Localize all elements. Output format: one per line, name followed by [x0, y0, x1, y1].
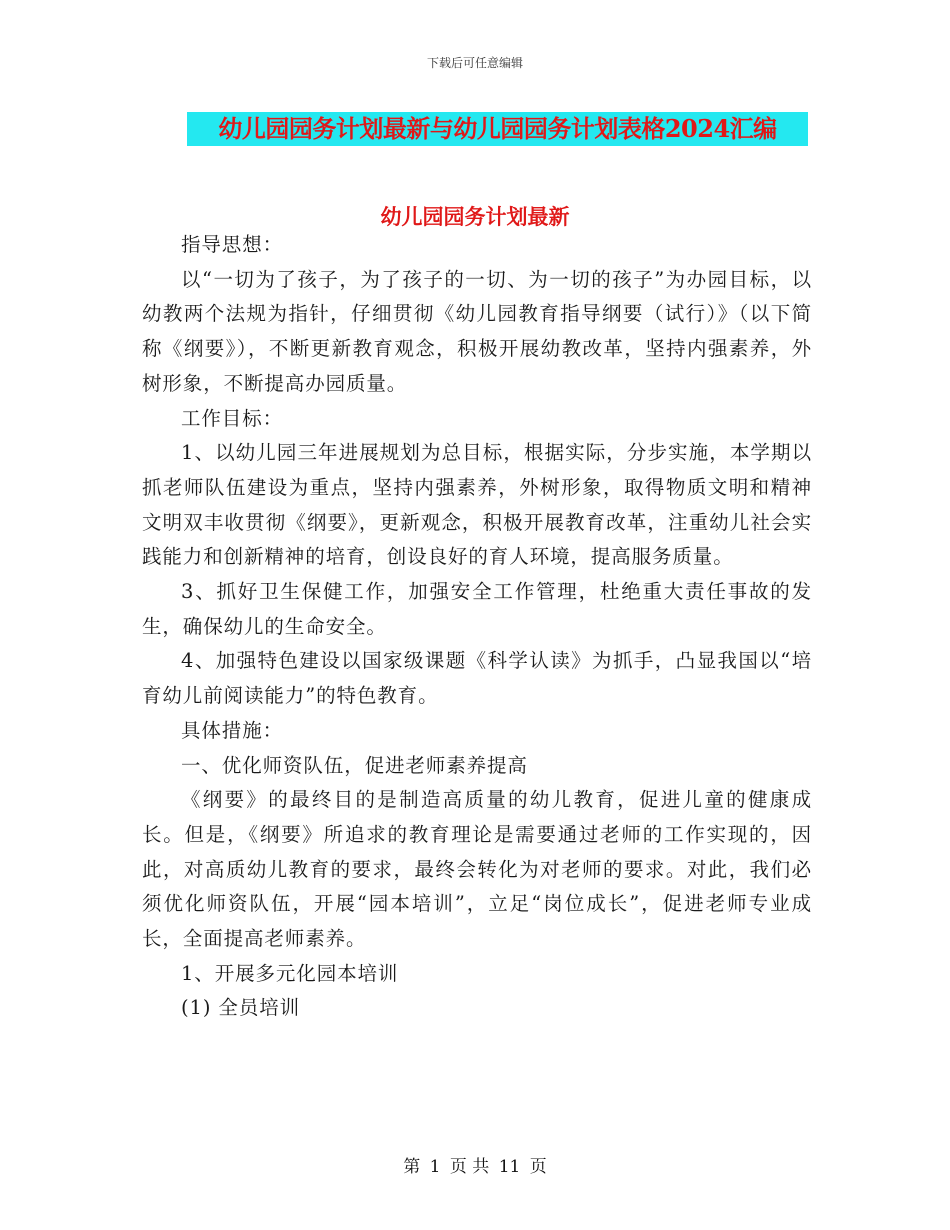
paragraph: 1、开展多元化园本培训 — [181, 961, 399, 985]
document-body — [142, 228, 812, 1026]
section-title: 幼儿园园务计划最新 — [380, 204, 570, 229]
paragraph: 一、优化师资队伍，促进老师素养提高 — [181, 753, 528, 777]
paragraph: 以“一切为了孩子，为了孩子的一切、为一切的孩子”为办园目标，以幼教两个法规为指针，仔细贯彻《幼儿园教育指导纲要（试行）》（以下简称《纲要》），不断更新教育观念，积极开展幼教改革，坚持内强素养，外树形象，不断提高办园质量。 — [142, 267, 812, 395]
paragraph: 指导思想： — [181, 233, 284, 256]
paragraph: 1、以幼儿园三年进展规划为总目标，根据实际，分步实施，本学期以抓老师队伍建设为重点，坚持内强素养，外树形象，取得物质文明和精神文明双丰收贯彻《纲要》，更新观念，积极开展教育改革，注重幼儿社会实践能力和创新精神的培育，创设良好的育人环境，提高服务质量。 — [142, 441, 812, 569]
paragraph: 4、加强特色建设以国家级课题《科学认读》为抓手，凸显我国以“培育幼儿前阅读能力”的特色教育。 — [142, 649, 812, 708]
paragraph: 工作目标： — [181, 406, 284, 430]
paragraph: 3、抓好卫生保健工作，加强安全工作管理，杜绝重大责任事故的发生，确保幼儿的生命安全。 — [142, 580, 812, 638]
footer-middle: 页 共 — [449, 1157, 490, 1177]
page-footer — [0, 1152, 950, 1177]
footer-prefix: 第 — [403, 1157, 421, 1177]
paragraph: 具体措施： — [181, 718, 284, 742]
document-title: 幼儿园园务计划最新与幼儿园园务计划表格2024汇编 — [187, 112, 808, 146]
paragraph: 《纲要》的最终目的是制造高质量的幼儿教育，促进儿童的健康成长。但是，《纲要》所追求的教育理论是需要通过老师的工作实现的，因此，对高质幼儿教育的要求，最终会转化为对老师的要求。对此，我们必须优化师资队伍，开展“园本培训”，立足“岗位成长”，促进老师专业成长，全面提高老师素养。 — [142, 788, 812, 951]
paragraph: (1) 全员培训 — [181, 996, 301, 1020]
footer-suffix: 页 — [529, 1157, 547, 1177]
page-total: 11 — [498, 1157, 521, 1177]
page-number: 1 — [429, 1157, 441, 1177]
header-note: 下载后可任意编辑 — [426, 56, 523, 70]
